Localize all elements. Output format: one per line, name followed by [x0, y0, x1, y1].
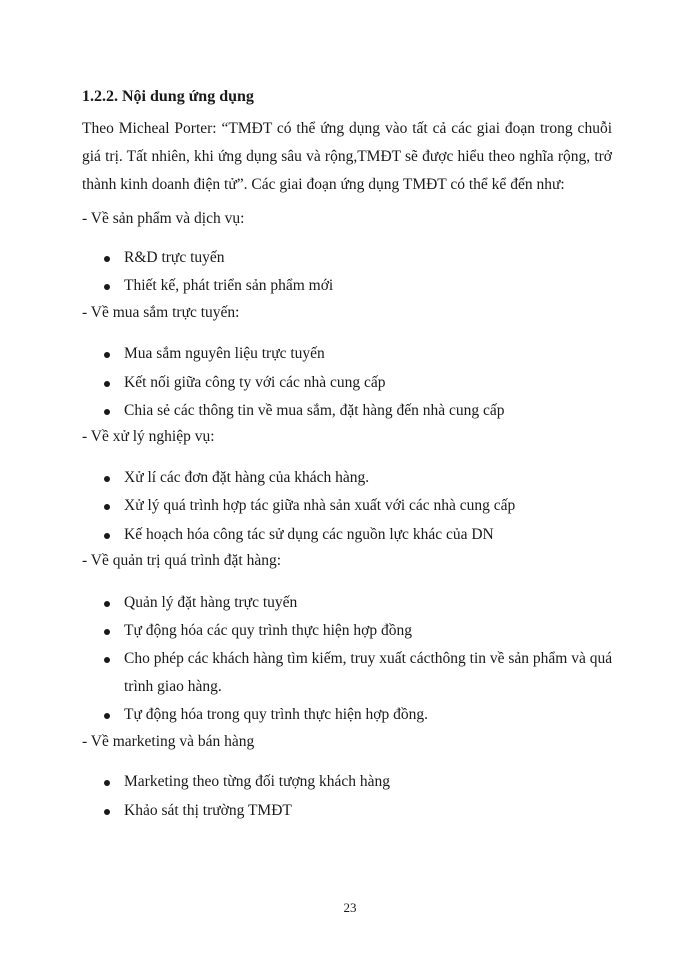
section-heading: 1.2.2. Nội dung ứng dụng: [82, 88, 254, 105]
bullet-icon: [104, 533, 110, 539]
bullet-icon: [104, 657, 110, 663]
bullet-icon: [104, 409, 110, 415]
page-number: 23: [343, 900, 357, 915]
list-item: Kế hoạch hóa công tác sử dụng các nguồn lực khác của DN: [104, 521, 624, 549]
section-title-products: - Về sản phẩm và dịch vụ:: [82, 210, 245, 227]
section-title-purchasing: - Về mua sắm trực tuyến:: [82, 304, 240, 321]
list-item: Quản lý đặt hàng trực tuyến: [104, 589, 624, 617]
bullet-icon: [104, 809, 110, 815]
list-item: Cho phép các khách hàng tìm kiếm, truy xuất cácthông tin về sản phẩm và quá trình giao hàng.: [104, 645, 624, 701]
bullet-icon: [104, 780, 110, 786]
list-item: Thiết kế, phát triển sản phẩm mới: [104, 272, 624, 300]
list-item: Tự động hóa các quy trình thực hiện hợp đồng: [104, 617, 624, 645]
list-item: Chia sẻ các thông tin về mua sắm, đặt hàng đến nhà cung cấp: [104, 397, 624, 425]
list-item: Marketing theo từng đối tượng khách hàng: [104, 768, 624, 796]
bullet-icon: [104, 256, 110, 262]
bullet-icon: [104, 284, 110, 290]
list-item: Xử lý quá trình hợp tác giữa nhà sản xuất với các nhà cung cấp: [104, 492, 624, 520]
list-item: Kết nối giữa công ty với các nhà cung cấp: [104, 369, 624, 397]
intro-paragraph: Theo Micheal Porter: “TMĐT có thể ứng dụng vào tất cả các giai đoạn trong chuỗi giá trị. Tất nhiên, khi ứng dụng sâu và rộng,TMĐT sẽ được hiểu theo nghĩa rộng, trở thành kinh doanh điện tử”. Các giai đoạn ứng dụng TMĐT có thể kể đến như:: [82, 120, 612, 193]
bullet-icon: [104, 713, 110, 719]
section-title-marketing: - Về marketing và bán hàng: [82, 733, 255, 750]
bullet-icon: [104, 352, 110, 358]
bullet-icon: [104, 504, 110, 510]
list-item: Mua sắm nguyên liệu trực tuyến: [104, 340, 624, 368]
list-item: Xử lí các đơn đặt hàng của khách hàng.: [104, 464, 624, 492]
section-title-order-management: - Về quản trị quá trình đặt hàng:: [82, 552, 282, 569]
bullet-icon: [104, 629, 110, 635]
bullet-icon: [104, 476, 110, 482]
list-item: Khảo sát thị trường TMĐT: [104, 797, 624, 825]
bullet-icon: [104, 601, 110, 607]
list-item: R&D trực tuyến: [104, 244, 624, 272]
list-item: Tự động hóa trong quy trình thực hiện hợp đồng.: [104, 701, 624, 729]
section-title-operations: - Về xử lý nghiệp vụ:: [82, 428, 215, 445]
bullet-icon: [104, 381, 110, 387]
